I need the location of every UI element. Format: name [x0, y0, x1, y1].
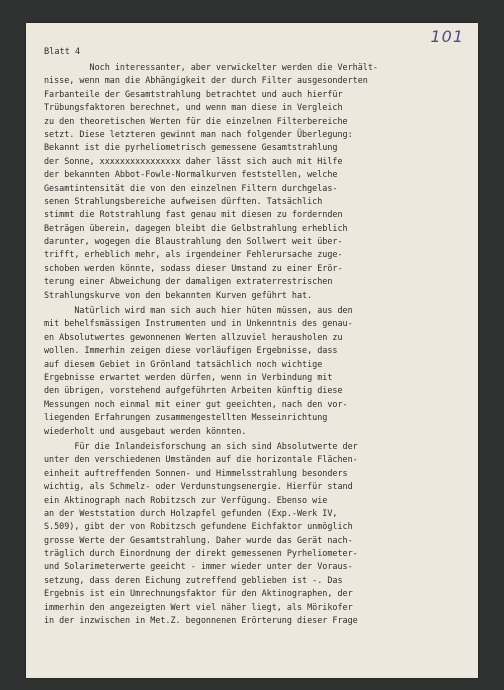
- text-line: Noch interessanter, aber verwickelter werden die Verhält-: [44, 62, 378, 72]
- text-line: Strahlungskurve von den bekannten Kurven geführt hat.: [44, 289, 313, 300]
- text-line: mit behelfsmässigen Instrumenten und in Unkenntnis des genau-: [44, 318, 353, 329]
- text-line: Ergebnis ist ein Umrechnungsfaktor für den Aktinographen, der: [44, 588, 353, 599]
- text-line: der bekannten Abbot-Fowle-Normalkurven feststellen, welche: [44, 169, 338, 180]
- text-line: auf diesem Gebiet in Grönland tatsächlich noch wichtige: [44, 358, 323, 369]
- text-line: Für die Inlandeisforschung an sich sind Absolutwerte der: [44, 440, 358, 451]
- page-number: 101: [430, 27, 464, 46]
- text-line: Trübungsfaktoren berechnet, und wenn man diese in Vergleich: [44, 102, 343, 113]
- body-text: [44, 61, 472, 627]
- text-line: Beträgen überein, dagegen bleibt die Gelbstrahlung erheblich: [44, 222, 348, 233]
- text-line: en Absolutwertes gewonnenen Werten allzuviel herausholen zu: [44, 331, 343, 342]
- text-line: senen Strahlungsbereiche aufweisen dürften. Tatsächlich: [44, 195, 323, 206]
- text-line: immerhin den angezeigten Wert viel näher liegt, als Mörikofer: [44, 601, 353, 612]
- text-line: setzt. Diese letzteren gewinnt man nach folgender Überlegung:: [44, 128, 353, 139]
- text-line: schoben werden könnte, sodass dieser Umstand zu einer Erör-: [44, 262, 343, 273]
- text-line: zu den theoretischen Werten für die einzelnen Filterbereiche: [44, 115, 348, 126]
- text-line: in der inzwischen in Met.Z. begonnenen Erörterung dieser Frage: [44, 615, 358, 626]
- text-line: an der Weststation durch Holzapfel gefunden (Exp.-Werk IV,: [44, 507, 338, 518]
- text-line: Gesamtintensität die von den einzelnen Filtern durchgelas-: [44, 182, 338, 193]
- text-line: setzung, dass deren Eichung zutreffend geblieben ist -. Das: [44, 574, 343, 585]
- text-line: wiederholt und ausgebaut werden könnten.: [44, 425, 247, 436]
- text-line: den übrigen, vorstehend aufgeführten Arbeiten künftig diese: [44, 385, 343, 396]
- paragraph-2: [44, 304, 472, 438]
- text-line: Farbanteile der Gesamtstrahlung betrachtet und auch hierfür: [44, 88, 343, 99]
- text-line: Ergebnisse erwartet werden dürfen, wenn in Verbindung mit: [44, 371, 333, 382]
- text-line: stimmt die Rotstrahlung fast genau mit diesen zu fordernden: [44, 209, 343, 220]
- text-line: grosse Werte der Gesamtstrahlung. Daher wurde das Gerät nach-: [44, 534, 353, 545]
- text-line: wollen. Immerhin zeigen diese vorläufigen Ergebnisse, dass: [44, 345, 338, 356]
- text-line: träglich durch Einordnung der direkt gemessenen Pyrheliometer-: [44, 548, 358, 559]
- text-line: und Solarimeterwerte geeicht - immer wieder unter der Voraus-: [44, 561, 353, 572]
- paragraph-3: [44, 440, 472, 627]
- text-line: darunter, wogegen die Blaustrahlung den Sollwert weit über-: [44, 236, 343, 247]
- text-line: Messungen noch einmal mit einer gut geeichten, nach den vor-: [44, 398, 348, 409]
- text-line: terung einer Abweichung der damaligen extraterrestrischen: [44, 276, 333, 287]
- text-line: wichtig, als Schmelz- oder Verdunstungsenergie. Hierfür stand: [44, 481, 353, 492]
- text-line: Natürlich wird man sich auch hier hüten müssen, aus den: [44, 305, 353, 316]
- paragraph-1: [44, 61, 472, 302]
- sheet-header: Blatt 4: [44, 47, 81, 57]
- text-line: der Sonne, xxxxxxxxxxxxxxxx daher lässt sich auch mit Hilfe: [44, 155, 343, 166]
- text-line: nisse, wenn man die Abhängigkeit der durch Filter ausgesonderten: [44, 75, 368, 86]
- text-line: ein Aktinograph nach Robitzsch zur Verfügung. Ebenso wie: [44, 494, 328, 505]
- text-line: Bekannt ist die pyrheliometrisch gemessene Gesamtstrahlung: [44, 142, 338, 153]
- text-line: unter den verschiedenen Umständen auf die horizontale Flächen-: [44, 454, 358, 465]
- text-line: liegenden Erfahrungen zusammengestellten Messeinrichtung: [44, 412, 328, 423]
- text-line: S.509), gibt der von Robitzsch gefundene Eichfaktor unmöglich: [44, 521, 353, 532]
- text-line: einheit auftreffenden Sonnen- und Himmelsstrahlung besonders: [44, 467, 348, 478]
- typewritten-page: [26, 23, 478, 678]
- text-line: trifft, erheblich mehr, als irgendeiner Fehlerursache zuge-: [44, 249, 343, 260]
